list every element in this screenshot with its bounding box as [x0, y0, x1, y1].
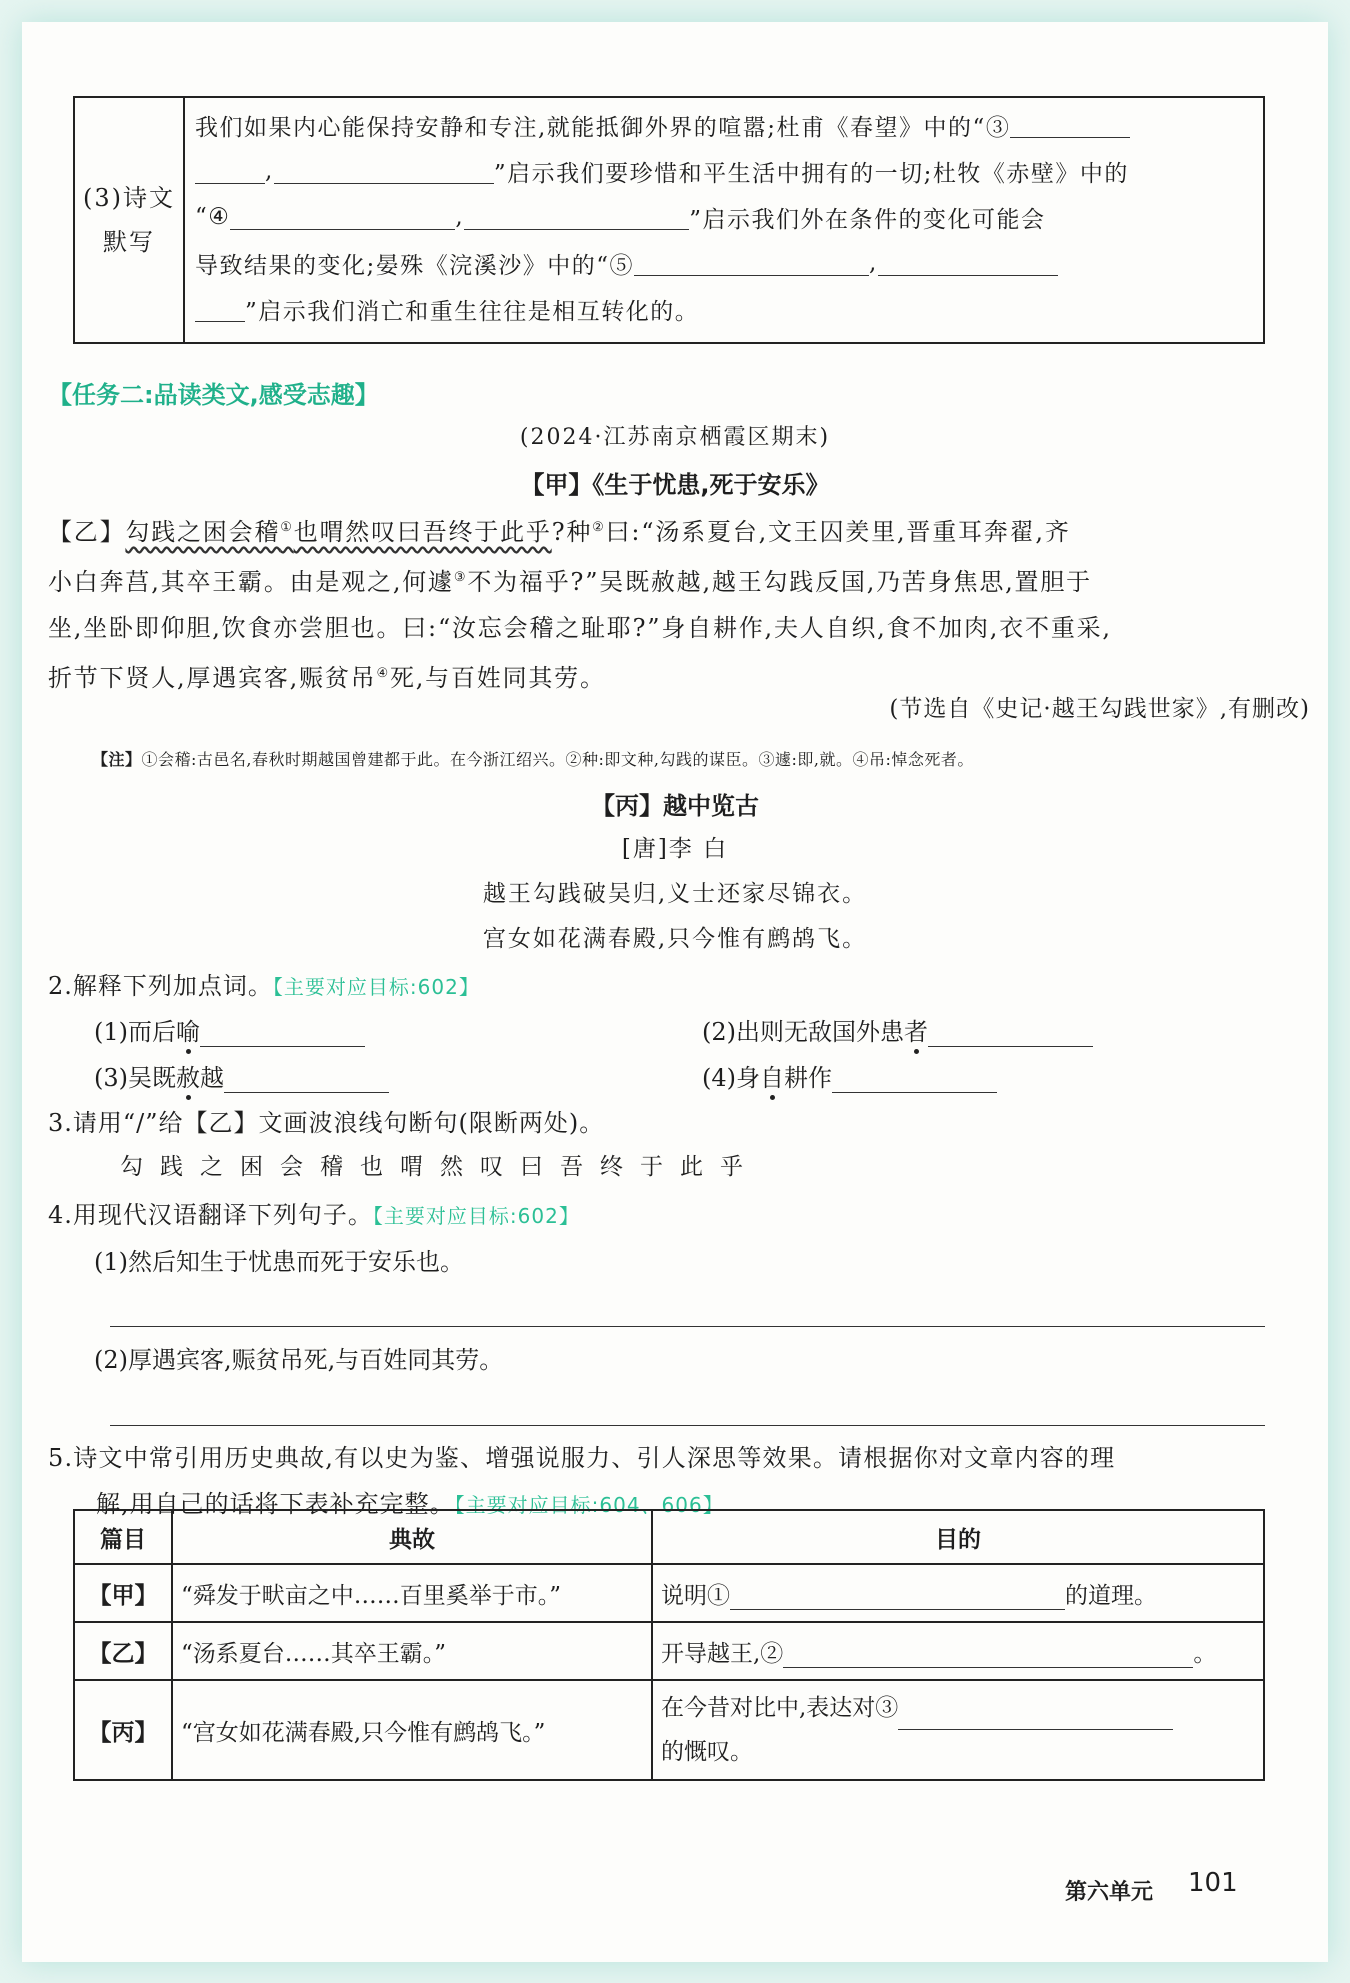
separator: ,: [455, 204, 465, 230]
exam-source: (2024·江苏南京栖霞区期末): [519, 425, 831, 450]
item-text: (4)身: [702, 1064, 760, 1092]
unit-label: 第六单元: [1065, 1880, 1154, 1905]
answer-blank-3b[interactable]: [274, 158, 494, 184]
separator: ,: [265, 158, 274, 184]
answer-blank[interactable]: [783, 1642, 1193, 1668]
q4-item-1: (1)然后知生于忧患而死于安乐也。: [94, 1248, 464, 1276]
yi-text: 死,与百姓同其劳。: [389, 664, 606, 692]
row-purpose: [652, 1680, 1264, 1780]
wavy-text-a: 勾践之困会稽: [125, 518, 281, 546]
wavy-sentence: [125, 518, 551, 546]
row-allusion: “汤系夏台……其卒王霸。”: [172, 1622, 652, 1680]
table-row: [74, 1564, 1264, 1622]
recitation-text: 导致结果的变化;晏殊《浣溪沙》中的“⑤: [195, 252, 635, 279]
yi-passage: [48, 505, 1268, 701]
answer-blank[interactable]: [730, 1584, 1065, 1610]
question-5-line-1: 5.诗文中常引用历史典故,有以史为鉴、增强说服力、引人深思等效果。请根据你对文章内容的理: [48, 1444, 1116, 1472]
question-4: [48, 1195, 580, 1230]
row-allusion: “宫女如花满春殿,只今惟有鹧鸪飞。”: [172, 1680, 652, 1780]
target-tag: 【主要对应目标:602】: [272, 975, 480, 999]
poem-line-1: 越王勾践破吴归,义士还家尽锦衣。: [482, 881, 868, 907]
recitation-table: [73, 96, 1265, 344]
answer-blank-5b-cont[interactable]: [195, 296, 245, 322]
purpose-text: 在今昔对比中,表达对③: [661, 1695, 899, 1721]
yi-source: (节选自《史记·越王勾践世家》,有删改): [889, 696, 1310, 722]
recitation-text: “④: [195, 204, 231, 230]
header-line2: 默写: [103, 228, 155, 256]
col-header-chapter: 篇目: [74, 1510, 172, 1564]
recitation-text: ”启示我们要珍惜和平生活中拥有的一切;杜牧《赤壁》中的: [493, 160, 1129, 187]
answer-blank-5a[interactable]: [634, 250, 869, 276]
item-text: 耕作: [784, 1064, 832, 1092]
recitation-line-3: [195, 194, 1253, 240]
yi-line-1: [48, 505, 1268, 555]
recitation-line-1: [195, 102, 1253, 148]
row-mark: 【丙】: [74, 1680, 172, 1780]
purpose-text: 开导越王,②: [661, 1640, 784, 1667]
row-mark: 【甲】: [74, 1564, 172, 1622]
table-row: [74, 1680, 1264, 1780]
footnote-mark: ②: [592, 520, 606, 535]
page-number: 101: [1188, 1868, 1238, 1898]
dotted-char: 赦: [176, 1064, 200, 1092]
wavy-text-b: 也喟然叹曰吾终于此乎: [293, 518, 552, 546]
recitation-table-header: [75, 98, 185, 342]
segmentation-chars[interactable]: 勾践之困会稽也喟然叹曰吾终于此乎: [120, 1154, 760, 1180]
question-2: [48, 966, 480, 1001]
yi-line-3: 坐,坐卧即仰胆,饮食亦尝胆也。曰:“汝忘会稽之耻耶?”身自耕作,夫人自织,食不加肉,衣不重采,: [48, 614, 1112, 642]
recitation-line-2: [195, 148, 1253, 194]
target-tag: 【主要对应目标:602】: [372, 1204, 580, 1228]
row-purpose: [652, 1564, 1264, 1622]
q2-item-1: [94, 1012, 365, 1047]
question-3: 3.请用“/”给【乙】文画波浪线句断句(限断两处)。: [48, 1109, 605, 1137]
question-stem: 4.用现代汉语翻译下列句子。: [48, 1201, 373, 1229]
footnote-mark: ④: [376, 666, 390, 681]
footnote-mark: ③: [453, 570, 468, 585]
q2-item-3: [94, 1058, 389, 1093]
header-line1: (3)诗文: [83, 184, 175, 212]
purpose-text: 说明①: [661, 1582, 730, 1609]
question-stem: 2.解释下列加点词。: [48, 972, 273, 1000]
recitation-text: ”启示我们外在条件的变化可能会: [689, 206, 1046, 233]
jia-title: 【甲】《生于忧患,死于安乐》: [520, 471, 830, 499]
answer-blank-3a[interactable]: [1010, 112, 1130, 138]
purpose-text: 的道理。: [1065, 1582, 1157, 1609]
dotted-char: 者: [904, 1018, 928, 1046]
allusion-table: [73, 1509, 1265, 1781]
recitation-table-body: [185, 98, 1263, 342]
recitation-line-4: [195, 240, 1253, 286]
poem-author: [唐]李 白: [621, 836, 729, 862]
question-stem: 解,用自己的话将下表补充完整。: [96, 1490, 455, 1518]
note-label: 【注】: [92, 750, 142, 769]
answer-blank[interactable]: [200, 1021, 365, 1047]
task-header: 【任务二:品读类文,感受志趣】: [48, 381, 379, 409]
answer-blank-3a-cont[interactable]: [195, 158, 265, 184]
purpose-text: 。: [1193, 1640, 1217, 1667]
recitation-text: 我们如果内心能保持安静和专注,就能抵御外界的喧嚣;杜甫《春望》中的“③: [195, 114, 1011, 141]
poem-line-2: 宫女如花满春殿,只今惟有鹧鸪飞。: [482, 926, 868, 952]
q2-item-4: [702, 1058, 997, 1093]
answer-blank-4a[interactable]: [230, 204, 455, 230]
purpose-text: 的慨叹。: [661, 1739, 753, 1765]
answer-blank[interactable]: [928, 1021, 1093, 1047]
row-purpose: [652, 1622, 1264, 1680]
footnotes: [92, 747, 974, 770]
answer-blank[interactable]: [224, 1067, 389, 1093]
yi-label: 【乙】: [48, 518, 126, 546]
item-text: (2)出则无敌国外患: [702, 1018, 904, 1046]
table-header-row: [74, 1510, 1264, 1564]
yi-line-2: [48, 555, 1268, 605]
recitation-text: ”启示我们消亡和重生往往是相互转化的。: [245, 298, 700, 325]
footnote-mark: ①: [280, 520, 294, 535]
q2-item-2: [702, 1012, 1093, 1047]
yi-text: 折节下贤人,厚遇宾客,赈贫吊: [48, 664, 377, 692]
item-text: (1)而后: [94, 1018, 176, 1046]
answer-line-1[interactable]: [110, 1326, 1265, 1327]
col-header-allusion: 典故: [172, 1510, 652, 1564]
yi-text: ?种: [551, 518, 593, 546]
bing-title: 【丙】越中览古: [591, 792, 759, 820]
item-text: (3)吴既: [94, 1064, 176, 1092]
item-text: 越: [200, 1064, 224, 1092]
separator: ,: [869, 250, 878, 276]
col-header-purpose: 目的: [652, 1510, 1264, 1564]
answer-line-2[interactable]: [110, 1425, 1265, 1426]
target-tag: 【主要对应目标:604、606】: [454, 1493, 724, 1517]
q4-item-2: (2)厚遇宾客,赈贫吊死,与百姓同其劳。: [94, 1346, 504, 1374]
answer-blank-4b[interactable]: [464, 204, 689, 230]
row-mark: 【乙】: [74, 1622, 172, 1680]
yi-text: 小白奔莒,其卒王霸。由是观之,何遽: [48, 568, 454, 596]
recitation-line-5: [195, 286, 1253, 332]
yi-text: 不为福乎?”吴既赦越,越王勾践反国,乃苦身焦思,置胆于: [467, 568, 1092, 596]
yi-text: 曰:“汤系夏台,文王囚羑里,晋重耳奔翟,齐: [605, 518, 1071, 546]
dotted-char: 喻: [176, 1018, 200, 1046]
answer-blank[interactable]: [898, 1704, 1173, 1730]
answer-blank[interactable]: [832, 1067, 997, 1093]
table-row: [74, 1622, 1264, 1680]
note-text: ①会稽:古邑名,春秋时期越国曾建都于此。在今浙江绍兴。②种:即文种,勾践的谋臣。③遽:即,就。④吊:悼念死者。: [141, 750, 974, 769]
dotted-char: 自: [760, 1064, 784, 1092]
row-allusion: “舜发于畎亩之中……百里奚举于市。”: [172, 1564, 652, 1622]
answer-blank-5b[interactable]: [878, 250, 1058, 276]
